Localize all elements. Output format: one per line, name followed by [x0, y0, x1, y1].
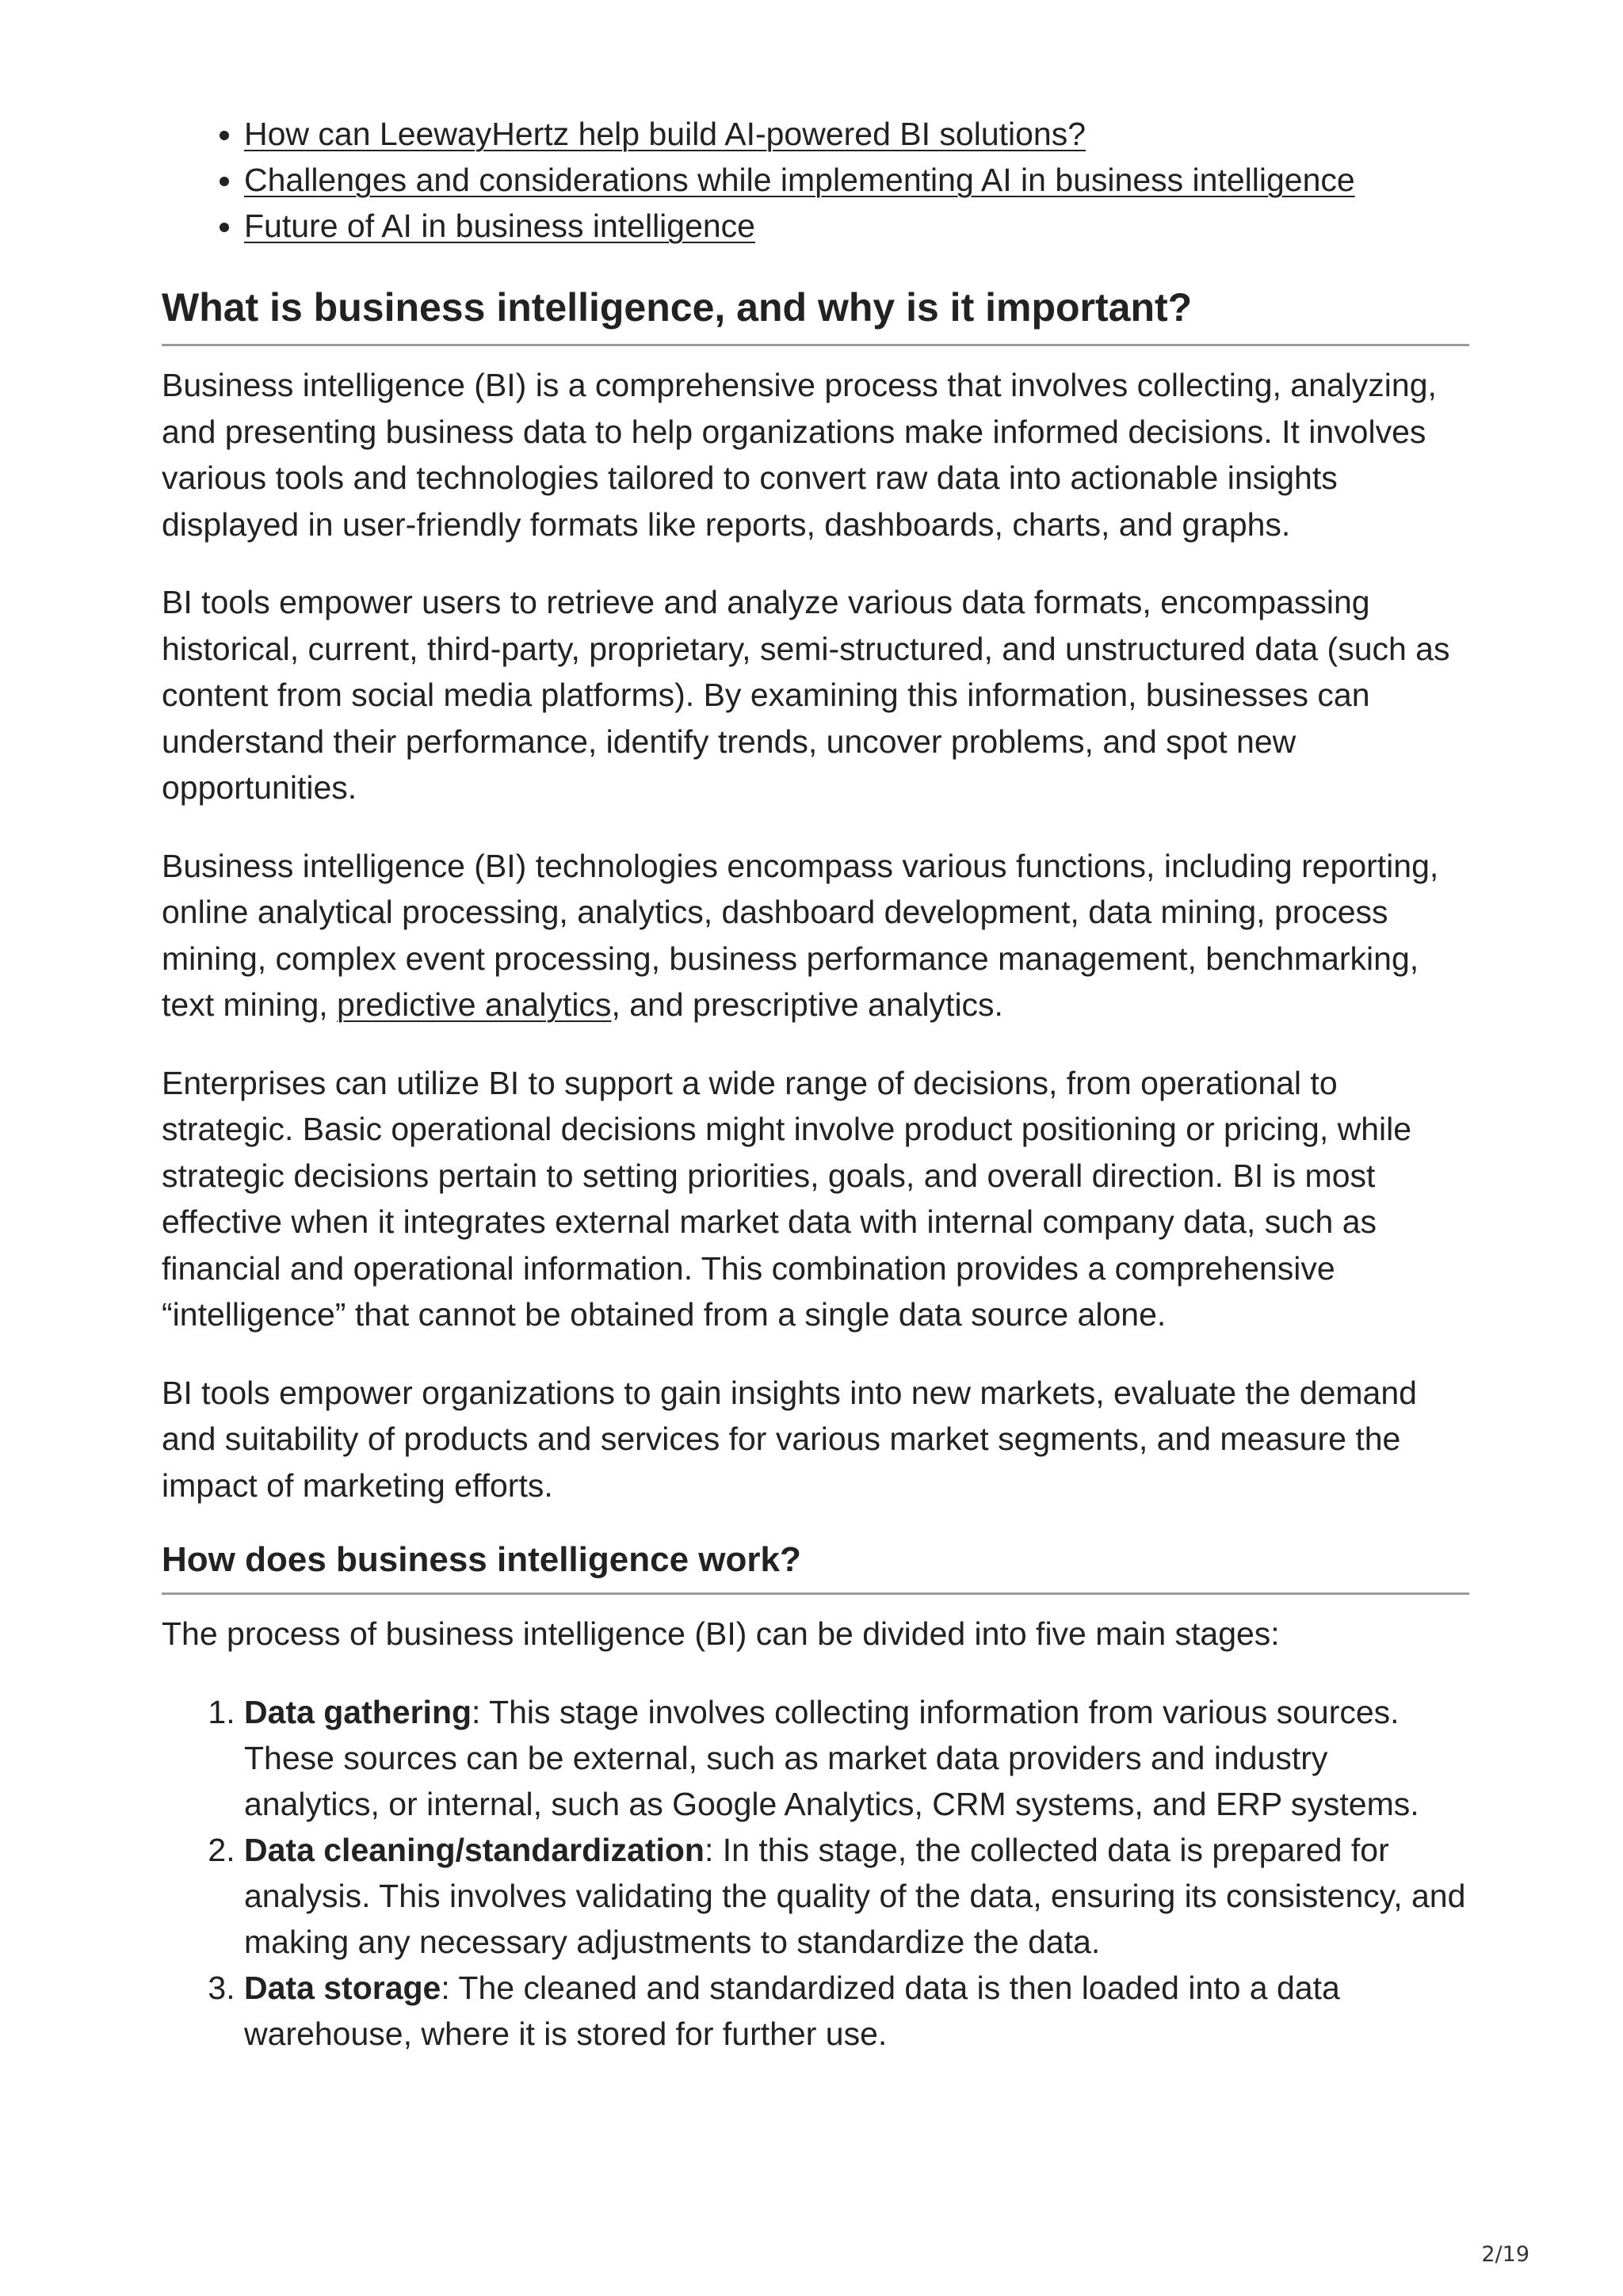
predictive-analytics-link[interactable]: predictive analytics	[337, 986, 612, 1023]
page-number: 2/19	[1481, 2242, 1529, 2267]
toc-link-future[interactable]: Future of AI in business intelligence	[244, 208, 755, 244]
stages-list	[162, 1689, 1469, 2057]
paragraph: Enterprises can utilize BI to support a wide range of decisions, from operational to strategic. Basic operational decisions might involve product positioning or pricing, while strategic decisions pertain to setting priorities, goals, and overall direction. BI is most effective when it integrates external market data with internal company data, such as financial and operational information. This combination provides a comprehensive “intelligence” that cannot be obtained from a single data source alone.	[162, 1064, 1412, 1333]
paragraph-text: , and prescriptive analytics.	[611, 986, 1003, 1023]
toc-item	[244, 111, 1469, 157]
paragraph: BI tools empower organizations to gain insights into new markets, evaluate the demand and suitability of products and services for various market segments, and measure the impact of marketing efforts.	[162, 1374, 1417, 1504]
toc-item	[244, 203, 1469, 249]
list-item	[244, 1689, 1469, 1827]
paragraph: Business intelligence (BI) is a comprehensive process that involves collecting, analyzing, and presenting business data to help organizations make informed decisions. It involves various tools and technologies tailored to convert raw data into actionable insights displayed in user-friendly formats like reports, dashboards, charts, and graphs.	[162, 367, 1437, 543]
toc-link-leewayhertz-ai-bi[interactable]: How can LeewayHertz help build AI-powered BI solutions?	[244, 116, 1086, 152]
document-page	[162, 111, 1469, 2057]
paragraph-text: Business intelligence (BI) technologies encompass various functions, including reporting, online analytical processing, analytics, dashboard development, data mining, process mining, complex event processing, business performance management, benchmarking, text mining,	[162, 847, 1439, 1023]
stage-title: Data cleaning/standardization	[244, 1831, 705, 1868]
paragraph	[162, 843, 1469, 1028]
list-item	[244, 1965, 1469, 2057]
list-item	[244, 1827, 1469, 1965]
stage-title: Data storage	[244, 1969, 441, 2006]
section-heading-how-bi-works: How does business intelligence work?	[162, 1537, 1469, 1595]
section-heading-what-is-bi: What is business intelligence, and why is it important?	[162, 282, 1469, 346]
stage-text: : In this stage, the collected data is prepared for analysis. This involves validating the quality of the data, ensuring its consistency, and making any necessary adjustments to standardize the data.	[244, 1831, 1466, 1960]
toc-link-challenges[interactable]: Challenges and considerations while implementing AI in business intelligence	[244, 162, 1355, 198]
stage-text: : The cleaned and standardized data is then loaded into a data warehouse, where it is stored for further use.	[244, 1969, 1340, 2052]
stage-title: Data gathering	[244, 1693, 472, 1730]
stage-text: : This stage involves collecting information from various sources. These sources can be external, such as market data providers and industry analytics, or internal, such as Google Analytics, CRM systems, and ERP systems.	[244, 1693, 1419, 1822]
toc-item	[244, 157, 1469, 203]
paragraph: The process of business intelligence (BI) can be divided into five main stages:	[162, 1615, 1280, 1652]
table-of-contents	[162, 111, 1469, 249]
paragraph: BI tools empower users to retrieve and analyze various data formats, encompassing historical, current, third-party, proprietary, semi-structured, and unstructured data (such as content from social media platforms). By examining this information, businesses can understand their performance, identify trends, uncover problems, and spot new opportunities.	[162, 584, 1450, 806]
